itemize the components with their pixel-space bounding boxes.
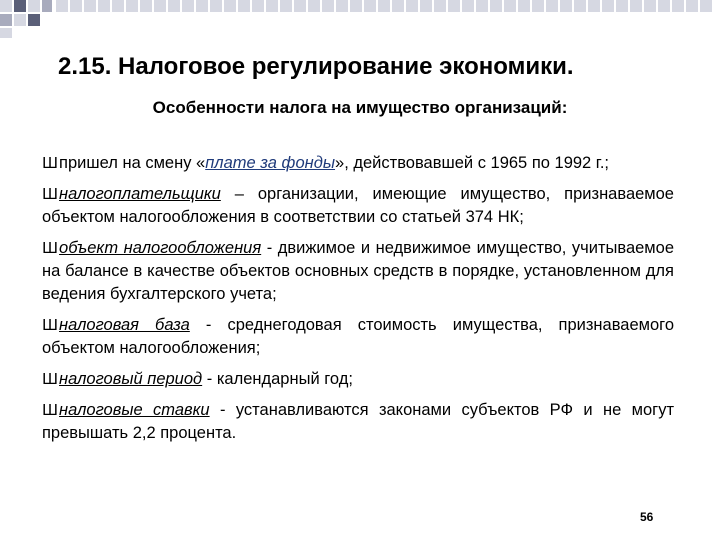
bullet-icon: Ш: [42, 370, 59, 388]
list-item: [42, 368, 674, 391]
deco-square: [182, 0, 194, 12]
list-item: [42, 314, 674, 360]
deco-square: [532, 0, 544, 12]
deco-square: [434, 0, 446, 12]
deco-square: [98, 0, 110, 12]
bullet-icon: Ш: [42, 239, 59, 257]
deco-square: [42, 0, 52, 12]
bullet-icon: Ш: [42, 316, 59, 334]
deco-square: [630, 0, 642, 12]
deco-square: [224, 0, 236, 12]
item-text-pre: пришел на смену «: [59, 154, 206, 172]
deco-square: [84, 0, 96, 12]
deco-square: [294, 0, 306, 12]
deco-square: [602, 0, 614, 12]
deco-square: [350, 0, 362, 12]
page-title: 2.15. Налоговое регулирование экономики.: [58, 53, 574, 80]
corner-decoration: [0, 0, 720, 40]
deco-square: [126, 0, 138, 12]
deco-square: [658, 0, 670, 12]
deco-square: [476, 0, 488, 12]
deco-square: [308, 0, 320, 12]
bullet-icon: Ш: [42, 401, 59, 419]
deco-square: [686, 0, 698, 12]
item-text-post: - календарный год;: [202, 370, 353, 388]
deco-square: [392, 0, 404, 12]
deco-square: [280, 0, 292, 12]
deco-square: [560, 0, 572, 12]
deco-square: [28, 14, 40, 26]
page-number: 56: [640, 510, 654, 524]
deco-square: [322, 0, 334, 12]
deco-square: [0, 28, 12, 38]
item-text-post: », действовавшей с 1965 по 1992 г.;: [335, 154, 609, 172]
deco-square: [448, 0, 460, 12]
deco-square: [112, 0, 124, 12]
item-term: налоговая база: [59, 316, 190, 334]
deco-square: [140, 0, 152, 12]
deco-square: [154, 0, 166, 12]
deco-square: [574, 0, 586, 12]
deco-square: [56, 0, 68, 12]
item-text-post: - среднегодовая стоимость имущества, признаваемого объектом налогообложения;: [42, 316, 675, 357]
deco-square: [490, 0, 502, 12]
deco-square: [378, 0, 390, 12]
deco-square: [196, 0, 208, 12]
deco-square: [266, 0, 278, 12]
deco-square: [70, 0, 82, 12]
item-text-post: – организации, имеющие имущество, признаваемое объектом налогообложения в соответствии со статьей 374 НК;: [42, 185, 674, 226]
bullet-icon: Ш: [42, 154, 59, 172]
deco-square: [0, 0, 12, 12]
list-item: [42, 237, 674, 306]
deco-square: [644, 0, 656, 12]
deco-square: [588, 0, 600, 12]
deco-square: [238, 0, 250, 12]
item-text-post: - устанавливаются законами субъектов РФ и не могут превышать 2,2 процента.: [42, 401, 675, 442]
deco-square: [546, 0, 558, 12]
page-subtitle: Особенности налога на имущество организаций:: [152, 98, 568, 117]
item-term: плате за фонды: [205, 154, 336, 172]
deco-square: [518, 0, 530, 12]
deco-square: [210, 0, 222, 12]
item-term: объект налогообложения: [59, 239, 262, 257]
deco-square: [672, 0, 684, 12]
list-item: [42, 152, 674, 175]
bullet-icon: Ш: [42, 185, 59, 203]
deco-square: [420, 0, 432, 12]
bullet-list: [42, 152, 674, 453]
deco-square: [0, 14, 12, 26]
item-term: налоговый период: [59, 370, 203, 388]
item-text-post: - движимое и недвижимое имущество, учитываемое на балансе в качестве объектов основных средств в порядке, установленном для ведения бухгалтерского учета;: [42, 239, 675, 303]
item-term: налоговые ставки: [59, 401, 210, 419]
item-term: налогоплательщики: [59, 185, 221, 203]
deco-square: [14, 14, 26, 26]
deco-square: [462, 0, 474, 12]
deco-square: [28, 0, 40, 12]
deco-square: [14, 0, 26, 12]
list-item: [42, 399, 674, 445]
deco-square: [406, 0, 418, 12]
deco-square: [336, 0, 348, 12]
deco-square: [700, 0, 712, 12]
deco-square: [168, 0, 180, 12]
deco-square: [616, 0, 628, 12]
deco-square: [252, 0, 264, 12]
list-item: [42, 183, 674, 229]
deco-square: [364, 0, 376, 12]
deco-square: [504, 0, 516, 12]
